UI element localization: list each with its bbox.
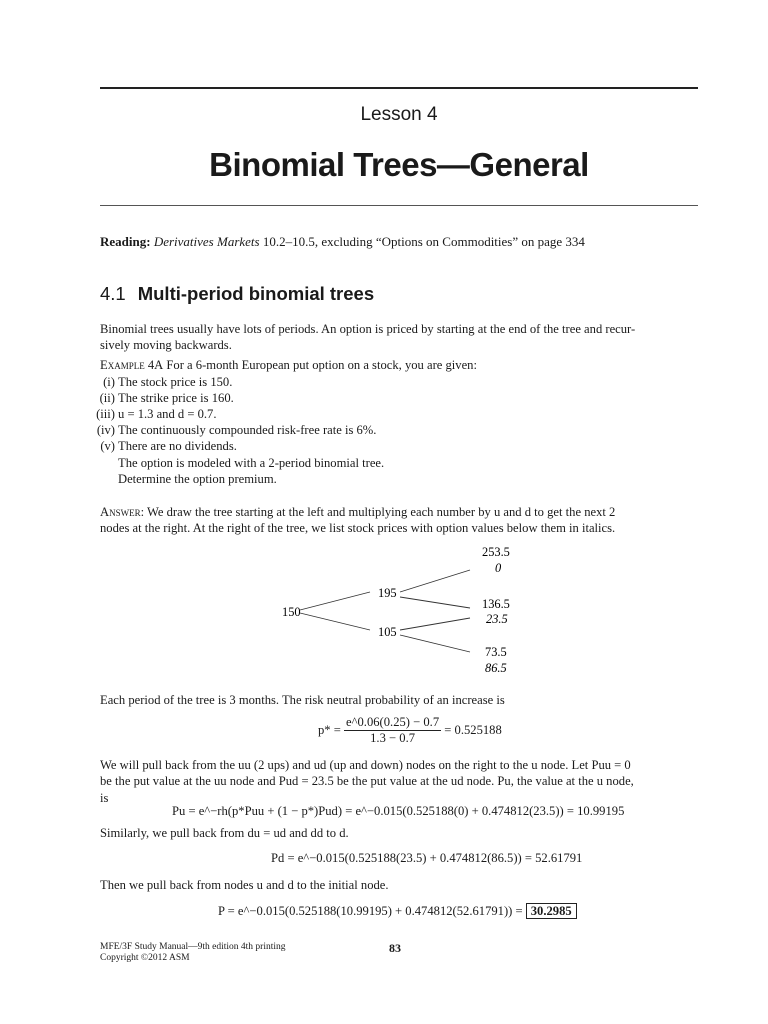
answer-label: Answer: (100, 505, 145, 519)
p-equation (218, 904, 577, 919)
page-number: 83 (389, 941, 401, 955)
reading-text: 10.2–10.5, excluding “Options on Commodities” on page 334 (259, 234, 585, 249)
node-up: 195 (378, 586, 397, 600)
node-down: 105 (378, 625, 397, 639)
intro-paragraph (100, 321, 700, 354)
edge-down-ud (400, 618, 470, 630)
intro-line-2: sively moving backwards. (100, 338, 232, 353)
pullback-line-1: We will pull back from the uu (2 ups) and ud (up and down) nodes on the right to the u node. Let Puu = 0 (100, 758, 631, 772)
period-text: Each period of the tree is 3 months. The risk neutral probability of an increase is (100, 693, 505, 707)
example-closing-2: Determine the option premium. (118, 472, 277, 486)
pullback-line-3: is (100, 790, 109, 805)
answer-paragraph (100, 504, 700, 537)
similarly-text: Similarly, we pull back from du = ud and dd to d. (100, 826, 349, 840)
final-answer-box: 30.2985 (526, 903, 577, 919)
p-equation-expr: P = e^−0.015(0.525188(10.99195) + 0.474812(52.61791)) = (218, 904, 523, 918)
reading-label: Reading: (100, 234, 151, 249)
p-star-denominator: 1.3 − 0.7 (370, 731, 416, 745)
lesson-label: Lesson 4 (360, 104, 438, 125)
binomial-tree (270, 540, 530, 680)
pullback-paragraph (100, 757, 700, 806)
p-star-equation (318, 715, 502, 746)
example-block (100, 357, 700, 373)
edge-up-uu (400, 570, 470, 592)
p-star-lhs: p* = (318, 723, 341, 737)
edge-root-down (300, 613, 370, 630)
example-text: For a 6-month European put option on a stock, you are given: (163, 358, 477, 372)
intro-line-1: Binomial trees usually have lots of periods. An option is priced by starting at the end of the tree and recur- (100, 322, 636, 336)
node-dd-price: 73.5 (485, 645, 507, 659)
list-item: (iii) u = 1.3 and d = 0.7. (96, 407, 217, 421)
top-rule (100, 87, 698, 89)
section-heading (100, 283, 374, 305)
example-list (96, 374, 700, 487)
node-uu-value: 0 (495, 561, 502, 575)
list-item: (i) The stock price is 150. (103, 375, 233, 389)
reading-line (100, 234, 585, 250)
list-item: (iv) The continuously compounded risk-free rate is 6%. (96, 423, 377, 437)
footer-line-2: Copyright ©2012 ASM (100, 953, 190, 963)
answer-line-1: We draw the tree starting at the left and multiplying each number by u and d to get the next 2 (144, 505, 616, 519)
edge-up-ud (400, 597, 470, 608)
node-root: 150 (282, 605, 301, 619)
p-star-result: = 0.525188 (444, 723, 502, 737)
title-rule (100, 205, 698, 206)
edge-down-dd (400, 635, 470, 652)
list-item: (v) There are no dividends. (100, 439, 237, 453)
then-text: Then we pull back from nodes u and d to the initial node. (100, 878, 389, 892)
example-label: Example 4A (100, 358, 164, 372)
pullback-line-2: be the put value at the uu node and Pud = 23.5 be the put value at the ud node. Pu, the value at the u node, (100, 774, 634, 789)
node-dd-value: 86.5 (485, 661, 507, 675)
node-uu-price: 253.5 (482, 545, 510, 559)
answer-line-2: nodes at the right. At the right of the tree, we list stock prices with option values below them in italics. (100, 521, 616, 536)
list-item: (ii) The strike price is 160. (99, 391, 234, 405)
p-star-numerator: e^0.06(0.25) − 0.7 (346, 715, 440, 729)
footer (100, 942, 286, 964)
node-ud-price: 136.5 (482, 597, 510, 611)
reading-book: Derivatives Markets (153, 234, 260, 249)
section-title: Multi-period binomial trees (137, 283, 375, 304)
edge-root-up (300, 592, 370, 610)
p-star-fraction (344, 715, 441, 746)
footer-line-1: MFE/3F Study Manual—9th edition 4th printing (100, 942, 286, 952)
node-ud-value: 23.5 (486, 612, 508, 626)
chapter-title: Binomial Trees—General (209, 146, 589, 183)
section-number: 4.1 (100, 283, 126, 304)
pu-equation: Pu = e^−rh(p*Puu + (1 − p*)Pud) = e^−0.015(0.525188(0) + 0.474812(23.5)) = 10.99195 (172, 804, 625, 818)
pd-equation: Pd = e^−0.015(0.525188(23.5) + 0.474812(86.5)) = 52.61791 (271, 851, 583, 865)
example-closing-1: The option is modeled with a 2-period binomial tree. (118, 456, 385, 470)
